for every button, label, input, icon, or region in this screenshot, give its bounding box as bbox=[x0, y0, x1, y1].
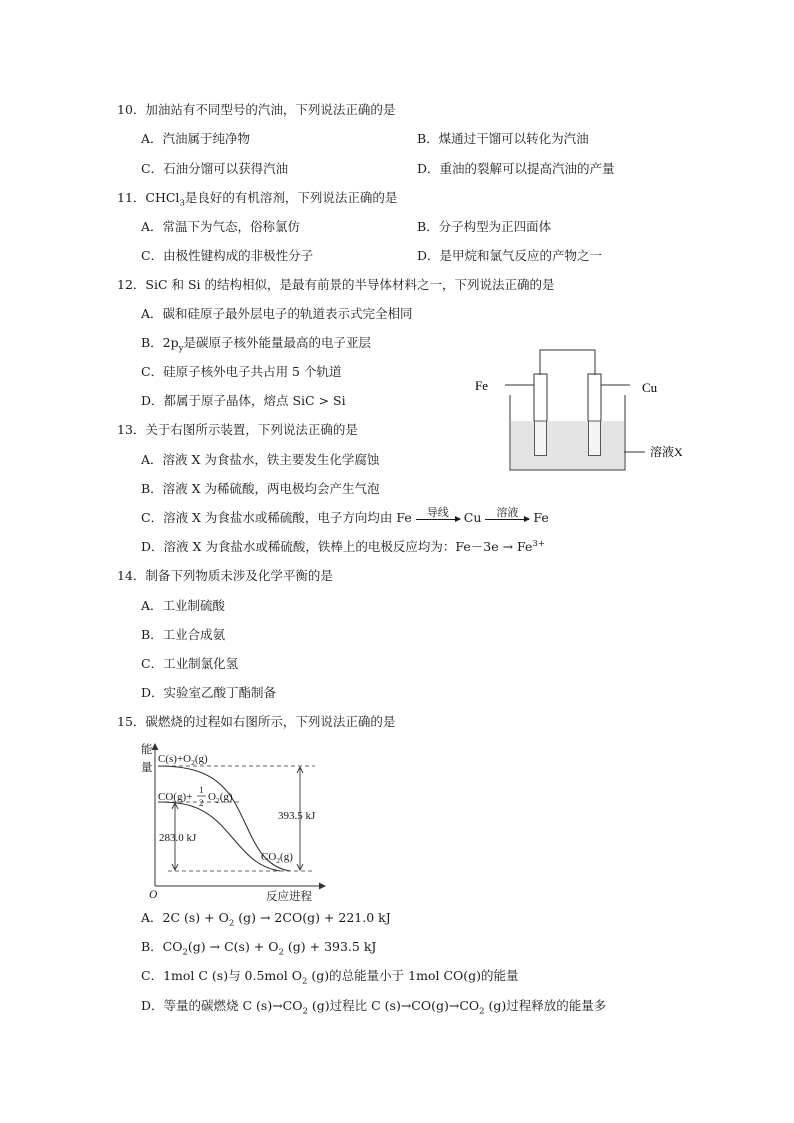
solution-x bbox=[511, 421, 624, 469]
external-wire bbox=[540, 350, 595, 375]
origin-label: O bbox=[149, 889, 158, 901]
label-co2: $CO_2(g)$ bbox=[261, 851, 293, 865]
delta-393-label: 393.5 kJ bbox=[278, 810, 316, 822]
galvanic-cell-diagram bbox=[470, 340, 700, 475]
question-13-option-b: B．溶液 X 为稀硫酸，两电极均会产生气泡 bbox=[141, 481, 380, 496]
question-11-option-d: D．是甲烷和氯气反应的产物之一 bbox=[417, 248, 603, 263]
label-co: CO(g)+ bbox=[158, 791, 193, 803]
question-15-option-a: A．2C $(s) + O_2$ (g) → 2CO(g) + 221.0 kJ bbox=[141, 910, 391, 929]
fe-label: Fe bbox=[475, 378, 488, 393]
question-10-option-a: A．汽油属于纯净物 bbox=[141, 131, 251, 146]
y-axis-label-2: 量 bbox=[141, 762, 153, 774]
question-15-option-b: B．$CO_2(g) \to C(s) + O_2$ (g) + 393.5 kJ bbox=[141, 939, 377, 958]
label-co-o2: $O_2(g)$ bbox=[208, 791, 233, 805]
question-14-option-a: A．工业制硫酸 bbox=[141, 598, 226, 613]
question-10-stem: 10．加油站有不同型号的汽油，下列说法正确的是 bbox=[117, 102, 396, 117]
frac-den: 2 bbox=[199, 798, 204, 808]
question-13-option-d: D．溶液 X 为食盐水或稀硫酸，铁棒上的电极反应均为：$Fe-3e \to Fe^{3+}$ bbox=[141, 538, 545, 554]
question-14-stem: 14．制备下列物质未涉及化学平衡的是 bbox=[117, 568, 333, 583]
question-15-option-d: D．等量的碳燃烧 C $(s)\to CO_2$ (g)过程比 C $(s)\to CO(g)\to CO_2$ (g)过程释放的能量多 bbox=[141, 998, 607, 1017]
question-10-option-d: D．重油的裂解可以提高汽油的产量 bbox=[417, 161, 615, 176]
y-axis-label-1: 能 bbox=[141, 744, 153, 756]
question-13-stem: 13．关于右图所示装置，下列说法正确的是 bbox=[117, 422, 358, 437]
cu-label: Cu bbox=[642, 380, 658, 395]
question-14-option-c: C．工业制氯化氢 bbox=[141, 656, 239, 671]
question-12-option-c: C．硅原子核外电子共占用 5 个轨道 bbox=[141, 364, 342, 379]
question-12-stem: 12．SiC 和 Si 的结构相似，是最有前景的半导体材料之一，下列说法正确的是 bbox=[117, 277, 555, 292]
solution-arrow: 溶液 bbox=[485, 507, 529, 520]
solution-x-label: 溶液X bbox=[650, 445, 683, 459]
question-15-option-c: C．1mol C (s)与 0.5mol $O_2$ (g)的总能量小于 1mol CO(g)的能量 bbox=[141, 968, 519, 987]
question-11-option-c: C．由极性键构成的非极性分子 bbox=[141, 248, 314, 263]
question-13-option-a: A．溶液 X 为食盐水，铁主要发生化学腐蚀 bbox=[141, 452, 380, 467]
label-c-o2: $C(s)+O_2(g)$ bbox=[158, 753, 208, 767]
question-15-stem: 15．碳燃烧的过程如右图所示，下列说法正确的是 bbox=[117, 714, 396, 729]
question-11-option-a: A．常温下为气态，俗称氯仿 bbox=[141, 219, 301, 234]
delta-283-label: 283.0 kJ bbox=[159, 832, 197, 844]
question-14-option-d: D．实验室乙酸丁酯制备 bbox=[141, 685, 277, 700]
wire-arrow: 导线 bbox=[416, 507, 460, 520]
question-12-option-a: A．碳和硅原子最外层电子的轨道表示式完全相同 bbox=[141, 306, 413, 321]
x-axis-label: 反应进程 bbox=[266, 891, 312, 903]
question-12-option-b: B．$2p_y$是碳原子核外能量最高的电子亚层 bbox=[141, 335, 371, 354]
question-13-option-c: C．溶液 X 为食盐水或稀硫酸，电子方向均由 Fe 导线 Cu 溶液 Fe bbox=[141, 506, 549, 525]
frac-num: 1 bbox=[199, 785, 204, 795]
question-10-option-c: C．石油分馏可以获得汽油 bbox=[141, 161, 289, 176]
question-11-option-b: B．分子构型为正四面体 bbox=[417, 219, 552, 234]
question-14-option-b: B．工业合成氨 bbox=[141, 627, 226, 642]
question-11-stem: 11．CHCl$_3$是良好的有机溶剂，下列说法正确的是 bbox=[117, 190, 398, 209]
question-10-option-b: B．煤通过干馏可以转化为汽油 bbox=[417, 131, 589, 146]
energy-diagram bbox=[140, 738, 340, 903]
question-12-option-d: D．都属于原子晶体，熔点 SiC > Si bbox=[141, 393, 346, 408]
